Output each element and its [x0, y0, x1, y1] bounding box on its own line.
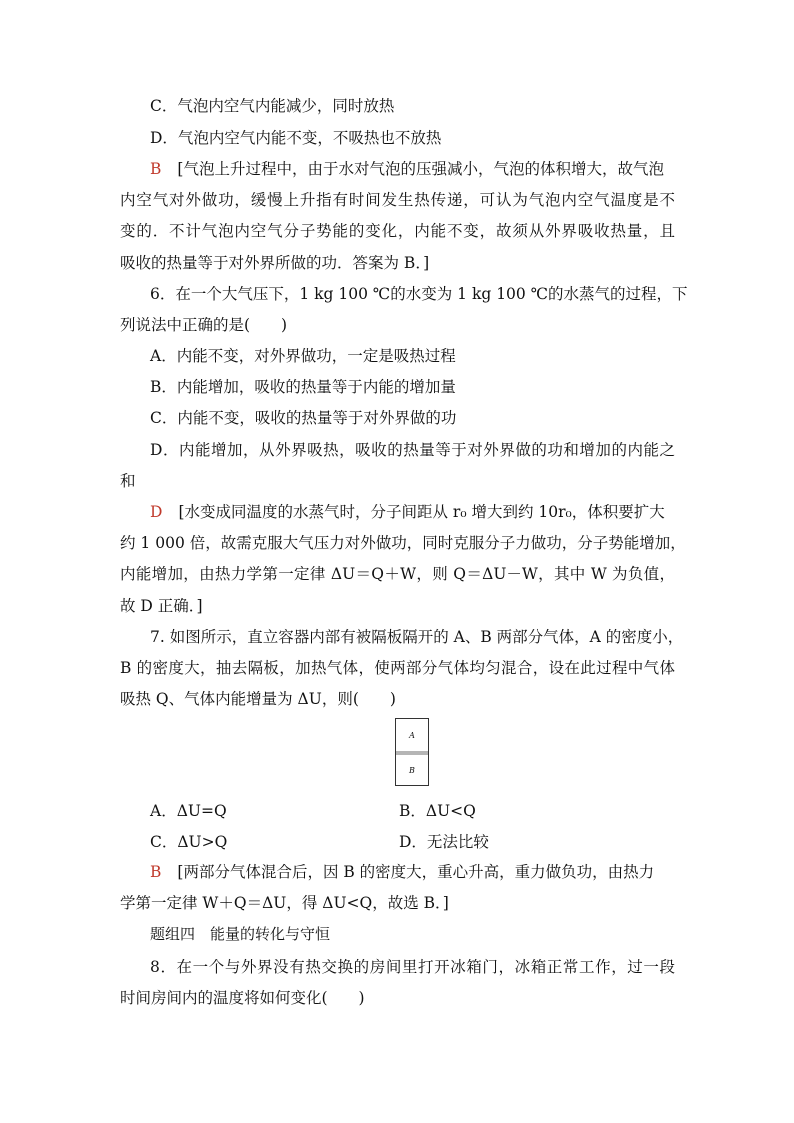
diagram-partition [396, 751, 428, 755]
section-heading: 题组四 能量的转化与守恒 [150, 925, 331, 943]
q7-option-d: D．无法比较 [399, 833, 489, 851]
q5-option-c: C．气泡内空气内能减少，同时放热 [150, 97, 395, 115]
diagram-label-a: A [409, 731, 415, 740]
q6-option-d: D．内能增加，从外界吸热，吸收的热量等于对外界做的功和增加的内能之 [150, 441, 675, 459]
q6-explanation-line: [水变成同温度的水蒸气时，分子间距从 r₀ 增大到约 10r₀，体积要扩大 [178, 503, 665, 521]
q6-option-c: C．内能不变，吸收的热量等于对外界做的功 [150, 409, 457, 427]
q6-explanation-line: 约 1 000 倍，故需克服大气压力对外做功，同时克服分子力做功，分子势能增加， [120, 534, 686, 552]
q7-stem-line: 7. 如图所示，直立容器内部有被隔板隔开的 A、B 两部分气体，A 的密度小， [150, 628, 684, 646]
q5-explanation-line: [气泡上升过程中，由于水对气泡的压强减小，气泡的体积增大，故气泡 [177, 160, 664, 178]
diagram-label-b: B [409, 766, 415, 775]
q7-answer-letter: B [150, 863, 162, 881]
q5-answer-line-1 [150, 159, 675, 179]
q7-answer-line-1 [150, 862, 675, 882]
q7-stem-line: 吸热 Q、气体内能增量为 ΔU，则( ) [120, 690, 396, 708]
q7-stem-line: B 的密度大，抽去隔板，加热气体，使两部分气体均匀混合，设在此过程中气体 [120, 659, 675, 677]
q8-stem-line: 时间房间内的温度将如何变化( ) [120, 989, 365, 1007]
container-diagram [395, 718, 429, 786]
q6-explanation-line: 内能增加，由热力学第一定律 ΔU＝Q＋W，则 Q＝ΔU－W，其中 W 为负值， [120, 565, 675, 583]
q6-answer-line-1 [150, 502, 675, 522]
q7-option-a: A．ΔU=Q [150, 802, 227, 820]
q6-stem-line: 6．在一个大气压下，1 kg 100 ℃的水变为 1 kg 100 ℃的水蒸气的过程，下 [150, 285, 688, 303]
q5-explanation-line: 变的．不计气泡内空气分子势能的变化，内能不变，故须从外界吸收热量，且 [120, 222, 675, 240]
q5-option-d: D．气泡内空气内能不变，不吸热也不放热 [150, 129, 442, 147]
q6-explanation-line: 故 D 正确．] [120, 597, 203, 615]
q5-explanation-line: 吸收的热量等于对外界所做的功．答案为 B．] [120, 254, 430, 272]
q5-answer-letter: B [150, 160, 162, 178]
q7-explanation-line: [两部分气体混合后，因 B 的密度大，重心升高，重力做负功，由热力 [177, 863, 655, 881]
q6-stem-line: 列说法中正确的是( ) [120, 316, 288, 334]
q5-explanation-line: 内空气对外做功，缓慢上升指有时间发生热传递，可认为气泡内空气温度是不 [120, 191, 675, 209]
q8-stem-line: 8．在一个与外界没有热交换的房间里打开冰箱门，冰箱正常工作，过一段 [150, 958, 675, 976]
q6-option-a: A．内能不变，对外界做功，一定是吸热过程 [150, 347, 456, 365]
q7-option-b: B．ΔU<Q [399, 802, 476, 820]
q6-answer-letter: D [150, 503, 163, 521]
q6-option-d-cont: 和 [120, 472, 136, 490]
q6-option-b: B．内能增加，吸收的热量等于内能的增加量 [150, 378, 456, 396]
q7-option-c: C．ΔU>Q [150, 833, 228, 851]
q7-explanation-line: 学第一定律 W＋Q＝ΔU，得 ΔU<Q，故选 B．] [120, 894, 449, 912]
